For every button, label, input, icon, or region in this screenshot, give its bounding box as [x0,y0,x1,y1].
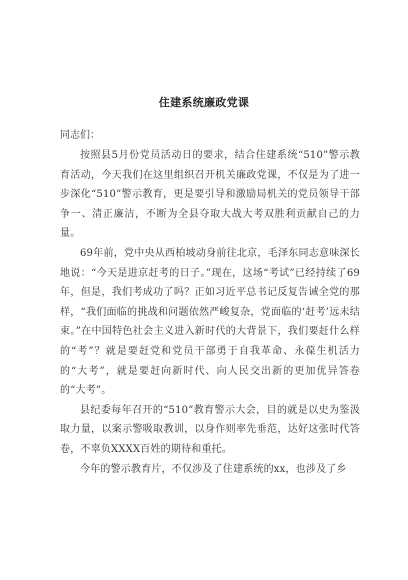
salutation: 同志们： [60,130,100,141]
paragraph: 69年前，党中央从西柏坡动身前往北京，毛泽东同志意味深长地说：“今天是进京赶考的日子。”现在，这场“考试”已经持续了69年，但是，我们考成功了吗？正如习近平总书记反复告诫全党的那样，“我们面临的挑战和问题依然严峻复杂，党面临的‘赶考’远未结束。”在中国特色社会主义进入新时代的大背景下，我们要赶什么样的“考”？就是要赶党和党员干部勇于自我革命、永葆生机活力的“大考”，就是要赶向新时代、向人民交出新的更加优异答卷的“大考”。 [60,247,360,397]
document-body [60,146,360,479]
paragraph: 按照县5月份党员活动日的要求，结合住建系统“510”警示教育活动，今天我们在这里组织召开机关廉政党课，不仅是为了进一步深化“510”警示教育，更是要引导和激励局机关的党员领导干部争一、清正廉洁，不断为全县夺取大战大考双胜利贡献自己的力量。 [60,150,360,240]
paragraph: 县纪委每年召开的“510”教育警示大会，目的就是以史为鉴汲取力量，以案示警吸取教训，以身作则率先垂范，达好这张时代答卷，不辜负XXXX百姓的期待和重托。 [60,404,360,455]
document-title: 住建系统廉政党课 [158,96,250,109]
paragraph: 今年的警示教育片，不仅涉及了住建系统的xx，也涉及了乡 [80,463,347,475]
